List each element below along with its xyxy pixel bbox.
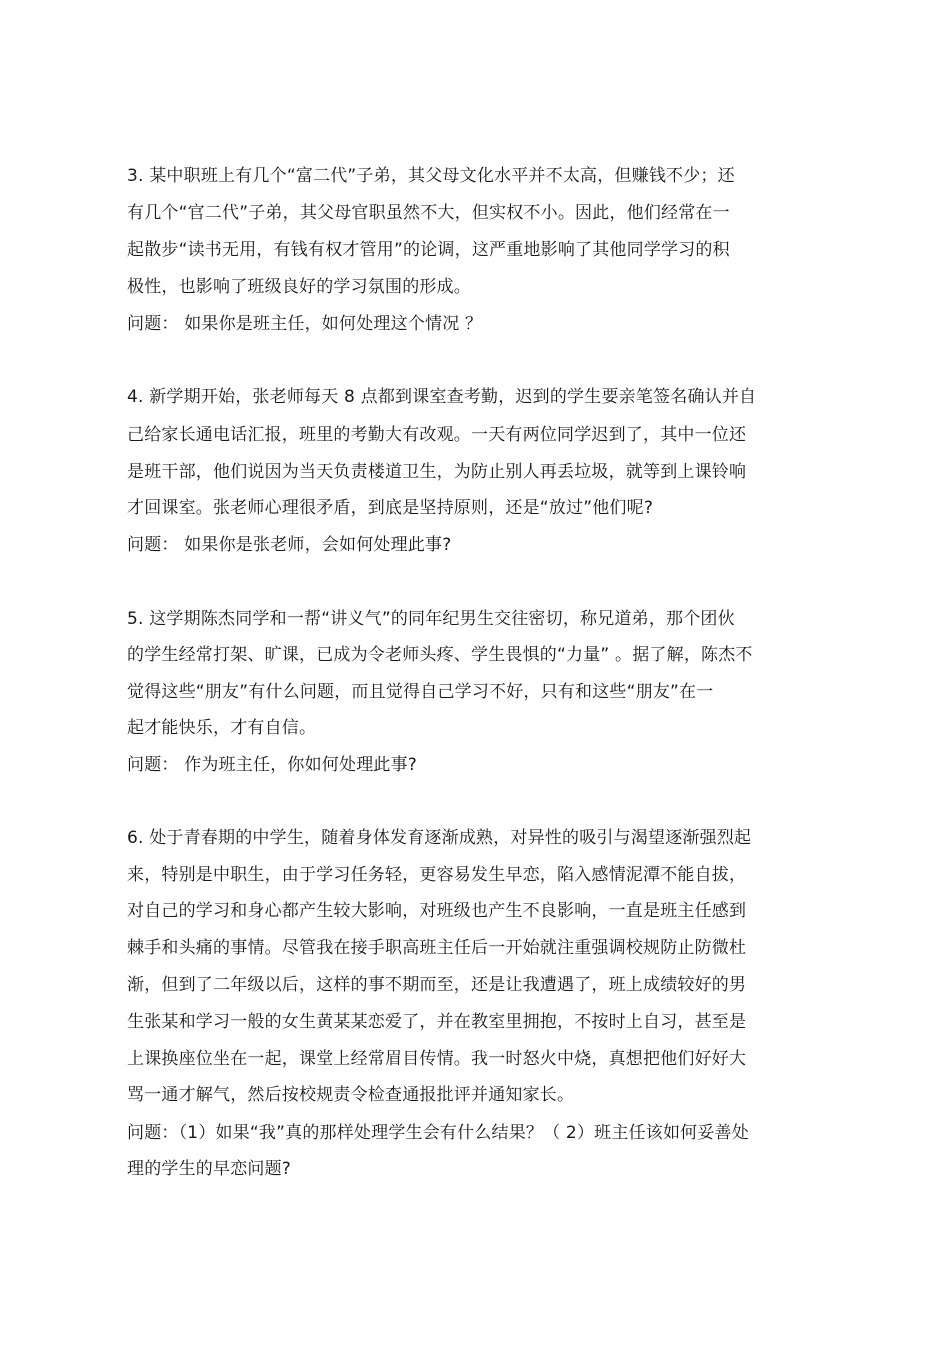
question-4-line-4: 才回课室。张老师心理很矛盾，到底是坚持原则，还是“放过”他们呢? xyxy=(127,498,654,518)
question-5-line-1: 5. 这学期陈杰同学和一帮“讲义气”的同年纪男生交往密切，称兄道弟，那个团伙 xyxy=(127,609,735,629)
question-5-line-4: 起才能快乐，才有自信。 xyxy=(127,718,317,738)
question-4-line-3: 是班干部，他们说因为当天负责楼道卫生，为防止别人再丢垃圾，就等到上课铃响 xyxy=(127,462,747,482)
question-6-line-3: 对自己的学习和身心都产生较大影响，对班级也产生不良影响，一直是班主任感到 xyxy=(127,901,747,921)
question-6-line-7: 上课换座位坐在一起，课堂上经常眉目传情。我一时怒火中烧，真想把他们好好大 xyxy=(127,1049,747,1069)
question-6-prompt-line-2: 理的学生的早恋问题? xyxy=(127,1159,292,1179)
question-3-line-4: 极性，也影响了班级良好的学习氛围的形成。 xyxy=(127,277,471,297)
question-3-line-1: 3. 某中职班上有几个“富二代”子弟，其父母文化水平并不太高，但赚钱不少；还 xyxy=(127,166,735,186)
question-4-line-1: 4. 新学期开始，张老师每天 8 点都到课室查考勤，迟到的学生要亲笔签名确认并自 xyxy=(127,387,757,407)
question-3-prompt: 问题： 如果你是班主任，如何处理这个情况 ？ xyxy=(127,314,483,334)
question-6-line-4: 棘手和头痛的事情。尽管我在接手职高班主任后一开始就注重强调校规防止防微杜 xyxy=(127,938,747,958)
question-5-line-3: 觉得这些“朋友”有什么问题，而且觉得自己学习不好，只有和这些“朋友”在一 xyxy=(127,682,714,702)
question-6-line-6: 生张某和学习一般的女生黄某某恋爱了，并在教室里拥抱，不按时上自习，甚至是 xyxy=(127,1012,747,1032)
question-5-prompt: 问题： 作为班主任，你如何处理此事? xyxy=(127,755,418,775)
question-3-line-2: 有几个“官二代”子弟，其父母官职虽然不大，但实权不小。因此，他们经常在一 xyxy=(127,203,730,223)
question-5-line-2: 的学生经常打架、旷课，已成为令老师头疼、学生畏惧的“力量” 。据了解，陈杰不 xyxy=(127,645,753,665)
question-6-line-2: 来，特别是中职生，由于学习任务轻，更容易发生早恋，陷入感情泥潭不能自拔， xyxy=(127,865,747,885)
question-4-prompt: 问题： 如果你是张老师，会如何处理此事? xyxy=(127,535,452,555)
question-6-prompt-line-1: 问题：（1）如果“我”真的那样处理学生会有什么结果？（ 2）班主任该如何妥善处 xyxy=(127,1123,749,1143)
question-6-line-8: 骂一通才解气，然后按校规责令检查通报批评并通知家长。 xyxy=(127,1085,575,1105)
question-6-line-1: 6. 处于青春期的中学生，随着身体发育逐渐成熟，对异性的吸引与渴望逐渐强烈起 xyxy=(127,828,752,848)
question-4-line-2: 己给家长通电话汇报，班里的考勤大有改观。一天有两位同学迟到了，其中一位还 xyxy=(127,425,747,445)
question-6-line-5: 渐，但到了二年级以后，这样的事不期而至，还是让我遭遇了，班上成绩较好的男 xyxy=(127,975,747,995)
question-3-line-3: 起散步“读书无用，有钱有权才管用”的论调，这严重地影响了其他同学学习的积 xyxy=(127,240,730,260)
